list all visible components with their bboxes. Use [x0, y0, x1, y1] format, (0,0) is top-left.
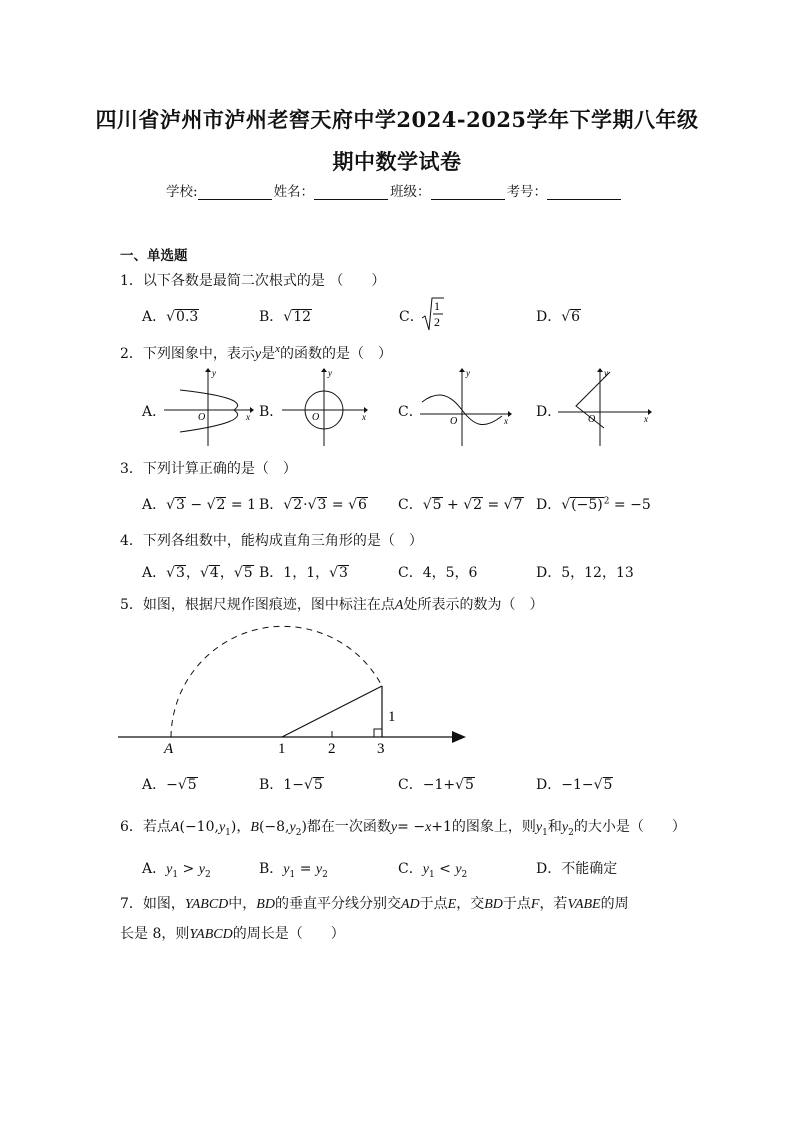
- q3-option-a[interactable]: A．√3 − √2 = 1: [142, 497, 256, 513]
- q1-option-d[interactable]: D．√6: [536, 309, 581, 325]
- question-6-stem: 6．若点$A(-10,y_1)$，$B(-8,y_2)$都在一次函数y= −x+1的图象上，则$y_1$和$y_2$的大小是（ ）: [120, 819, 686, 838]
- svg-text:O: O: [198, 412, 206, 423]
- page-title-line2: 期中数学试卷: [332, 149, 462, 174]
- q2-option-a-label[interactable]: A．: [142, 404, 167, 420]
- exam-no-label: 考号：: [506, 184, 548, 200]
- q2-graph-c: [418, 368, 513, 448]
- q5-option-a[interactable]: A．−√5: [142, 777, 197, 793]
- q6-option-a[interactable]: A．$y_1 > y_2$: [142, 861, 211, 880]
- svg-text:y: y: [604, 368, 608, 378]
- q1-option-c[interactable]: C．: [399, 309, 424, 325]
- svg-text:2: 2: [434, 315, 440, 329]
- question-7-stem-line2: 长是 8，则YABCD的周长是（ ）: [120, 926, 345, 942]
- q5-option-d[interactable]: D．−1−√5: [536, 777, 613, 793]
- class-blank[interactable]: [431, 185, 505, 200]
- svg-text:x: x: [246, 412, 250, 422]
- name-label: 姓名：: [273, 184, 315, 200]
- q2-option-d-label[interactable]: D．: [536, 404, 562, 420]
- q1-option-a[interactable]: A．√0.3: [142, 309, 199, 325]
- q2-option-b-label[interactable]: B．: [259, 404, 284, 420]
- q5-figure: [118, 622, 470, 756]
- svg-text:1: 1: [278, 741, 286, 757]
- svg-text:x: x: [644, 414, 648, 424]
- q2-graph-a: [162, 368, 254, 448]
- q2-graph-d: [556, 368, 654, 448]
- q6-option-c[interactable]: C．$y_1 < y_2$: [398, 861, 468, 880]
- name-blank[interactable]: [314, 185, 388, 200]
- school-blank[interactable]: [198, 185, 272, 200]
- svg-text:3: 3: [377, 741, 385, 757]
- q6-option-d[interactable]: D．不能确定: [536, 861, 618, 877]
- svg-text:O: O: [450, 416, 458, 427]
- q4-option-c[interactable]: C．4，5，6: [398, 565, 478, 581]
- q1-option-b[interactable]: B．√12: [259, 309, 312, 325]
- svg-text:A: A: [164, 741, 174, 757]
- q3-option-b[interactable]: B．√2·√3 = √6: [259, 497, 367, 513]
- school-label: 学校:: [166, 184, 198, 200]
- question-1-stem: 1．以下各数是最简二次根式的是 （ ）: [120, 273, 386, 289]
- question-5-stem: 5．如图，根据尺规作图痕迹，图中标注在点A处所表示的数为（ ）: [120, 597, 544, 613]
- svg-text:1: 1: [388, 709, 396, 725]
- student-info-row: [166, 180, 623, 200]
- svg-text:x: x: [362, 412, 366, 422]
- svg-text:1: 1: [434, 299, 440, 313]
- q5-option-b[interactable]: B．1−√5: [259, 777, 323, 793]
- svg-text:x: x: [504, 416, 508, 426]
- q4-option-b[interactable]: B．1，1，√3: [259, 565, 348, 581]
- svg-text:y: y: [328, 368, 332, 378]
- question-7-stem-line1: 7．如图，YABCD中，BD的垂直平分线分别交AD于点E，交BD于点F，若VABE的周: [120, 896, 629, 912]
- q3-option-d[interactable]: D．$√(-5)^2 = -5$: [536, 496, 651, 513]
- exam-no-blank[interactable]: [547, 185, 621, 200]
- svg-text:O: O: [588, 414, 596, 425]
- q3-option-c[interactable]: C．√5 + √2 = √7: [398, 497, 523, 513]
- q6-option-b[interactable]: B．$y_1 = y_2$: [259, 861, 328, 880]
- q5-option-c[interactable]: C．−1+√5: [398, 777, 474, 793]
- question-2-stem: 2．下列图象中，表示y是$^x$的函数的是（ ）: [120, 343, 393, 362]
- svg-text:y: y: [466, 368, 470, 378]
- q4-option-d[interactable]: D．5，12，13: [536, 565, 634, 581]
- section-heading: 一、单选题: [120, 248, 188, 264]
- q2-option-c-label[interactable]: C．: [398, 404, 423, 420]
- class-label: 班级：: [390, 184, 431, 200]
- page-title-line1: 四川省泸州市泸州老窖天府中学2024-2025学年下学期八年级: [95, 107, 699, 132]
- svg-text:2: 2: [328, 741, 336, 757]
- question-4-stem: 4．下列各组数中，能构成直角三角形的是（ ）: [120, 533, 423, 549]
- svg-text:O: O: [312, 412, 320, 423]
- svg-text:y: y: [212, 368, 216, 378]
- question-3-stem: 3．下列计算正确的是（ ）: [120, 461, 297, 477]
- q2-graph-b: [280, 368, 370, 448]
- q1-option-c-fraction: [421, 296, 445, 332]
- q4-option-a[interactable]: A．√3，√4，√5: [142, 565, 253, 581]
